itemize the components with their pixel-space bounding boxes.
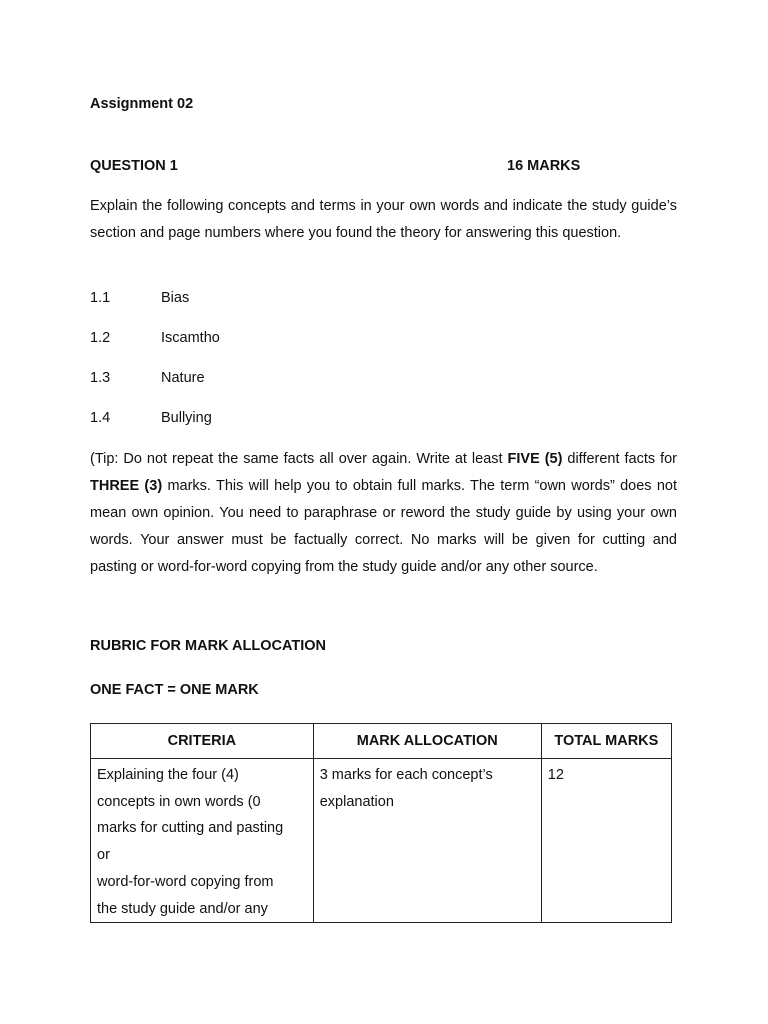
tip-text: (Tip: Do not repeat the same facts all over again. Write at least — [90, 451, 508, 467]
table-row — [91, 759, 672, 923]
tip-emphasis: FIVE (5) — [507, 451, 563, 467]
total-marks-cell: 12 — [541, 759, 671, 923]
question-intro: Explain the following concepts and terms in your own words and indicate the study guide’s section and page numbers where you found the theory for answering this question. — [90, 198, 677, 241]
tip-text: marks. This will help you to obtain full marks. The term “own words” does not mean own opinion. You need to paraphrase or reword the study guide by using your own words. Your answer must be factually correct. No marks will be given for cutting and pasting or word-for-word copying from the study guide and/or any other source. — [90, 478, 677, 575]
column-header: CRITERIA — [91, 724, 314, 759]
item-label: Bullying — [161, 410, 212, 426]
criteria-line: concepts in own words (0 — [97, 793, 261, 810]
item-number: 1.1 — [90, 290, 111, 306]
tip-paragraph — [90, 446, 677, 581]
tip-emphasis: THREE (3) — [90, 478, 163, 494]
tip-text: different facts for — [562, 451, 677, 467]
column-header: MARK ALLOCATION — [313, 724, 541, 759]
item-number: 1.4 — [90, 410, 111, 426]
criteria-line: marks for cutting and pasting — [97, 820, 284, 837]
table-header-row — [91, 724, 672, 759]
question-title: QUESTION 1 — [90, 158, 178, 174]
mark-allocation-line: 3 marks for each concept’s — [319, 767, 493, 783]
criteria-line: Explaining the four (4) — [97, 767, 239, 783]
criteria-cell — [91, 759, 314, 923]
item-label: Bias — [161, 290, 190, 306]
column-header: TOTAL MARKS — [541, 724, 671, 759]
mark-allocation-line: explanation — [319, 793, 394, 810]
rubric-title: RUBRIC FOR MARK ALLOCATION — [90, 638, 327, 654]
rubric-table — [90, 723, 672, 923]
criteria-line: or — [97, 847, 110, 864]
rubric-subtitle: ONE FACT = ONE MARK — [90, 682, 259, 698]
item-number: 1.2 — [90, 330, 111, 346]
criteria-line: the study guide and/or any — [97, 900, 268, 917]
criteria-line: word-for-word copying from — [97, 873, 274, 890]
item-number: 1.3 — [90, 370, 111, 386]
mark-allocation-cell — [313, 759, 541, 923]
question-marks: 16 MARKS — [507, 158, 581, 174]
item-label: Nature — [161, 370, 205, 386]
item-label: Iscamtho — [161, 330, 220, 346]
assignment-title: Assignment 02 — [90, 96, 194, 112]
